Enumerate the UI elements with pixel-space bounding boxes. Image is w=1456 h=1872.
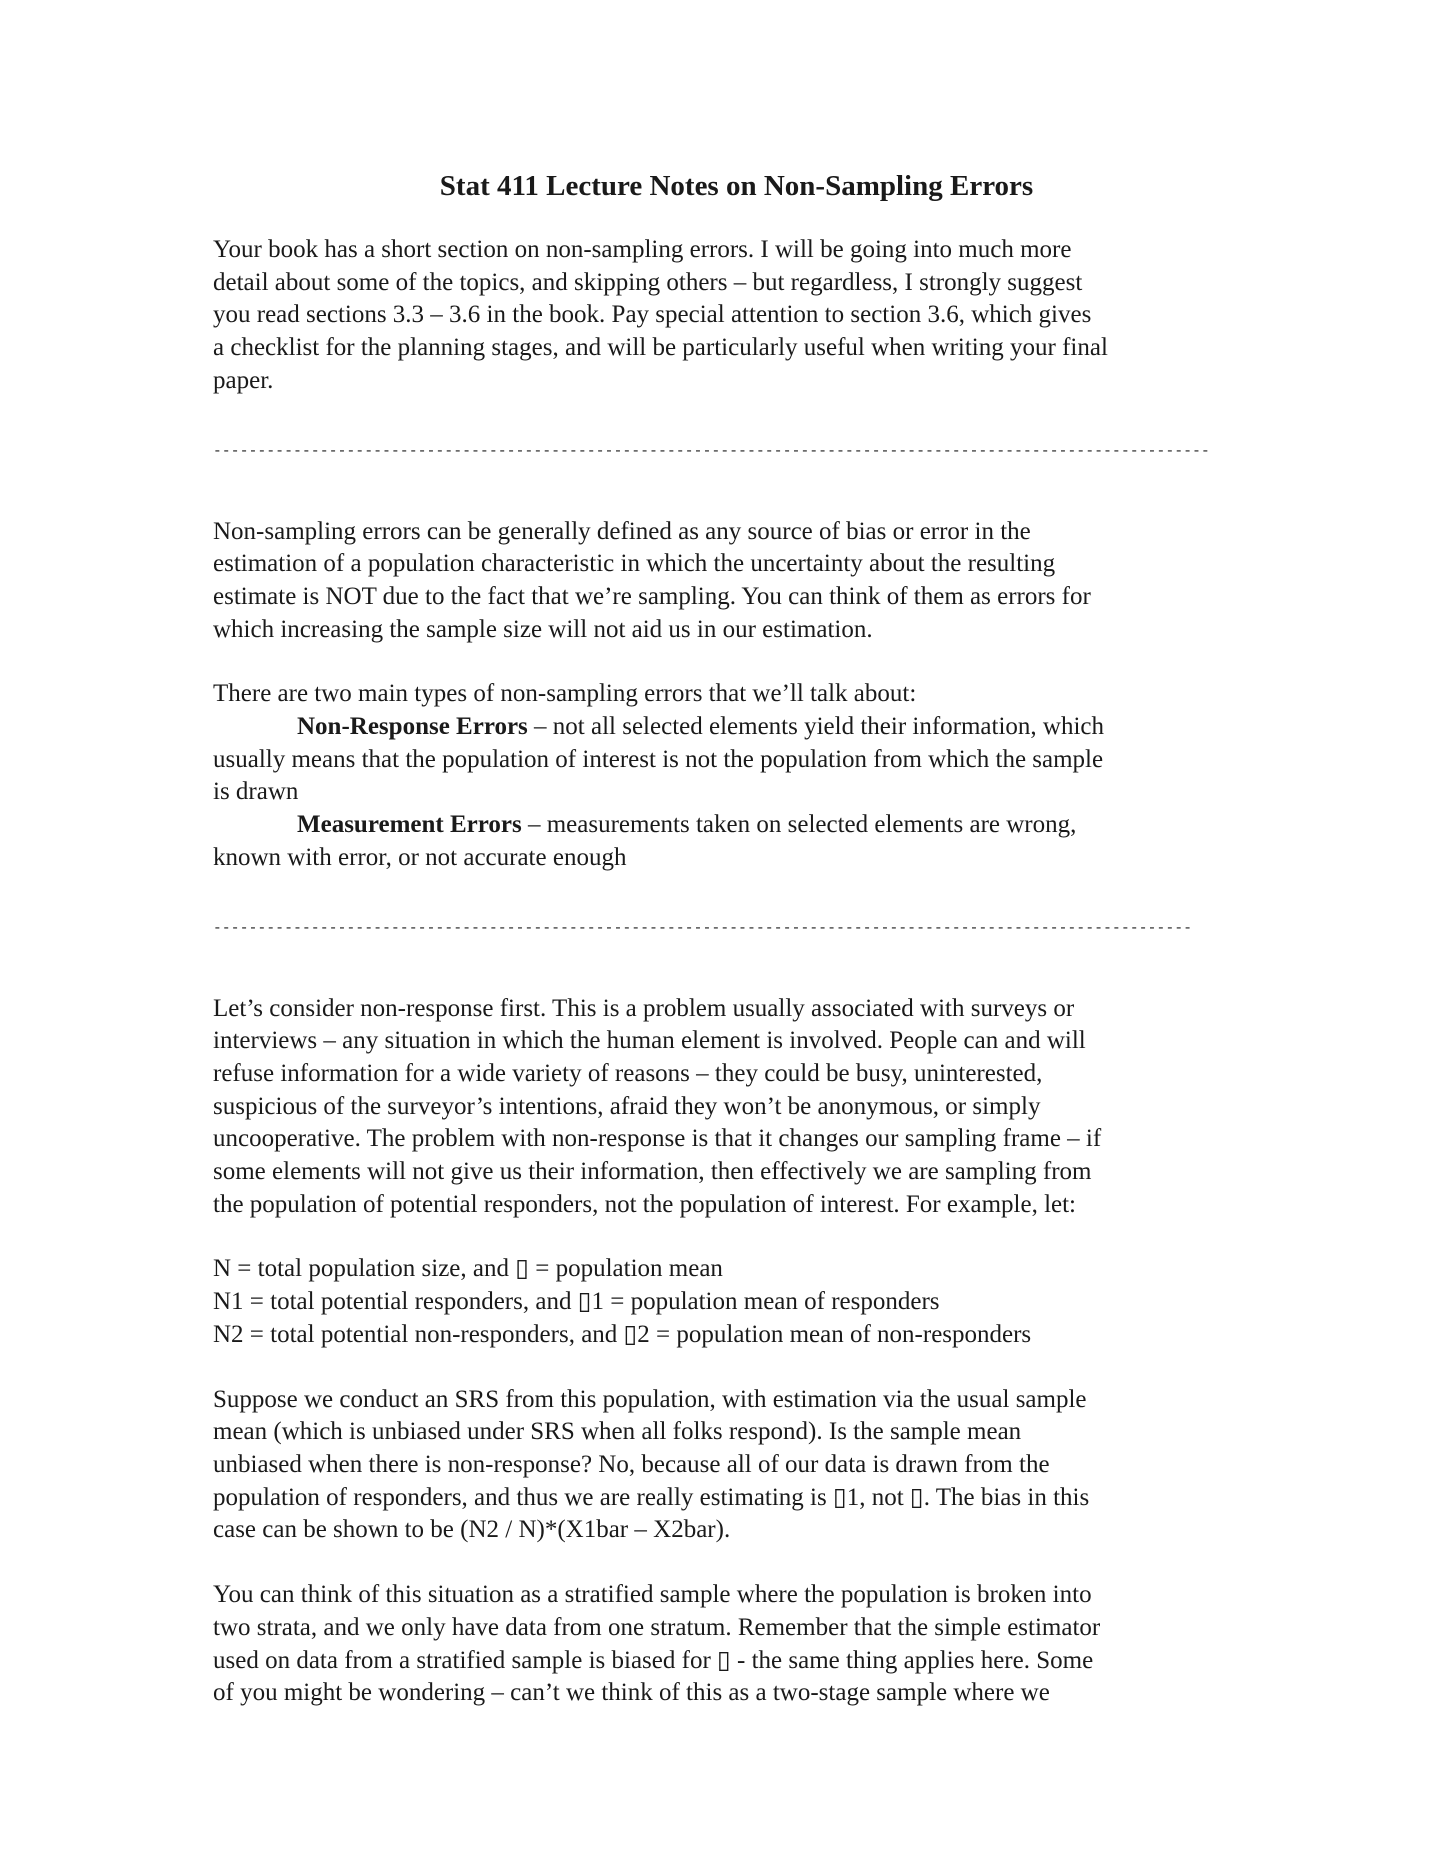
term-description: – not all selected elements yield their information, which bbox=[527, 713, 1105, 741]
stratified-paragraph: You can think of this situation as a stratified sample where the population is broken into two strata, and we only have data from one stratum. Remember that the simple estimator used on data from a stratified sample is biased for ▯ - the same thing applies here. Some of you might be wondering – can’t we think of this as a two-stage sample where we bbox=[213, 1581, 1101, 1707]
nonresponse-paragraph: Let’s consider non-response first. This is a problem usually associated with surveys or interviews – any situation in which the human element is involved. People can and will refuse information for a wide variety of reasons – they could be busy, uninterested, suspicious of the surveyor’s intentions, afraid they won’t be anonymous, or simply uncooperative. The problem with non-response is that it changes our sampling frame – if some elements will not give us their information, then effectively we are sampling from the population of potential responders, not the population of interest. For example, let: bbox=[213, 994, 1102, 1218]
definition-paragraph: Non-sampling errors can be generally defined as any source of bias or error in the estimation of a population characteristic in which the uncertainty about the resulting estimate is NOT due to the fact that we’re sampling. You can think of them as errors for which increasing the sample size will not aid us in our estimation. bbox=[213, 517, 1091, 643]
document-page bbox=[213, 168, 1238, 1710]
error-type-nonresponse bbox=[213, 711, 1238, 809]
page-title: Stat 411 Lecture Notes on Non-Sampling Errors bbox=[439, 170, 1034, 202]
divider-rule: ---------------------------------------------------------------------------------------------------------------- bbox=[213, 443, 1210, 460]
term-label: Non-Response Errors bbox=[297, 713, 528, 741]
term-label: Measurement Errors bbox=[297, 811, 522, 839]
definition-line: N = total population size, and ▯ = population mean bbox=[213, 1255, 723, 1283]
term-description-continued: usually means that the population of interest is not the population from which the sample is drawn bbox=[213, 745, 1104, 806]
error-type-measurement bbox=[213, 809, 1238, 874]
definition-line: N1 = total potential responders, and ▯1 = population mean of responders bbox=[213, 1288, 940, 1316]
srs-paragraph: Suppose we conduct an SRS from this population, with estimation via the usual sample mean (which is unbiased under SRS when all folks respond). Is the sample mean unbiased when there is non-response? No, because all of our data is drawn from the population of responders, and thus we are really estimating is ▯1, not ▯. The bias in this case can be shown to be (N2 / N)*(X1bar – X2bar). bbox=[213, 1385, 1090, 1544]
divider-rule: -------------------------------------------------------------------------------------------------------------- bbox=[213, 920, 1193, 937]
term-description: – measurements taken on selected elements are wrong, bbox=[521, 811, 1077, 839]
intro-paragraph: Your book has a short section on non-sampling errors. I will be going into much more detail about some of the topics, and skipping others – but regardless, I strongly suggest you read sections 3.3 – 3.6 in the book. Pay special attention to section 3.6, which gives a checklist for the planning stages, and will be particularly useful when writing your final paper. bbox=[213, 236, 1108, 394]
types-intro: There are two main types of non-sampling errors that we’ll talk about: bbox=[213, 680, 917, 708]
definitions-list bbox=[213, 1253, 1238, 1351]
term-description-continued: known with error, or not accurate enough bbox=[213, 843, 627, 871]
definition-line: N2 = total potential non-responders, and ▯2 = population mean of non-responders bbox=[213, 1320, 1032, 1348]
